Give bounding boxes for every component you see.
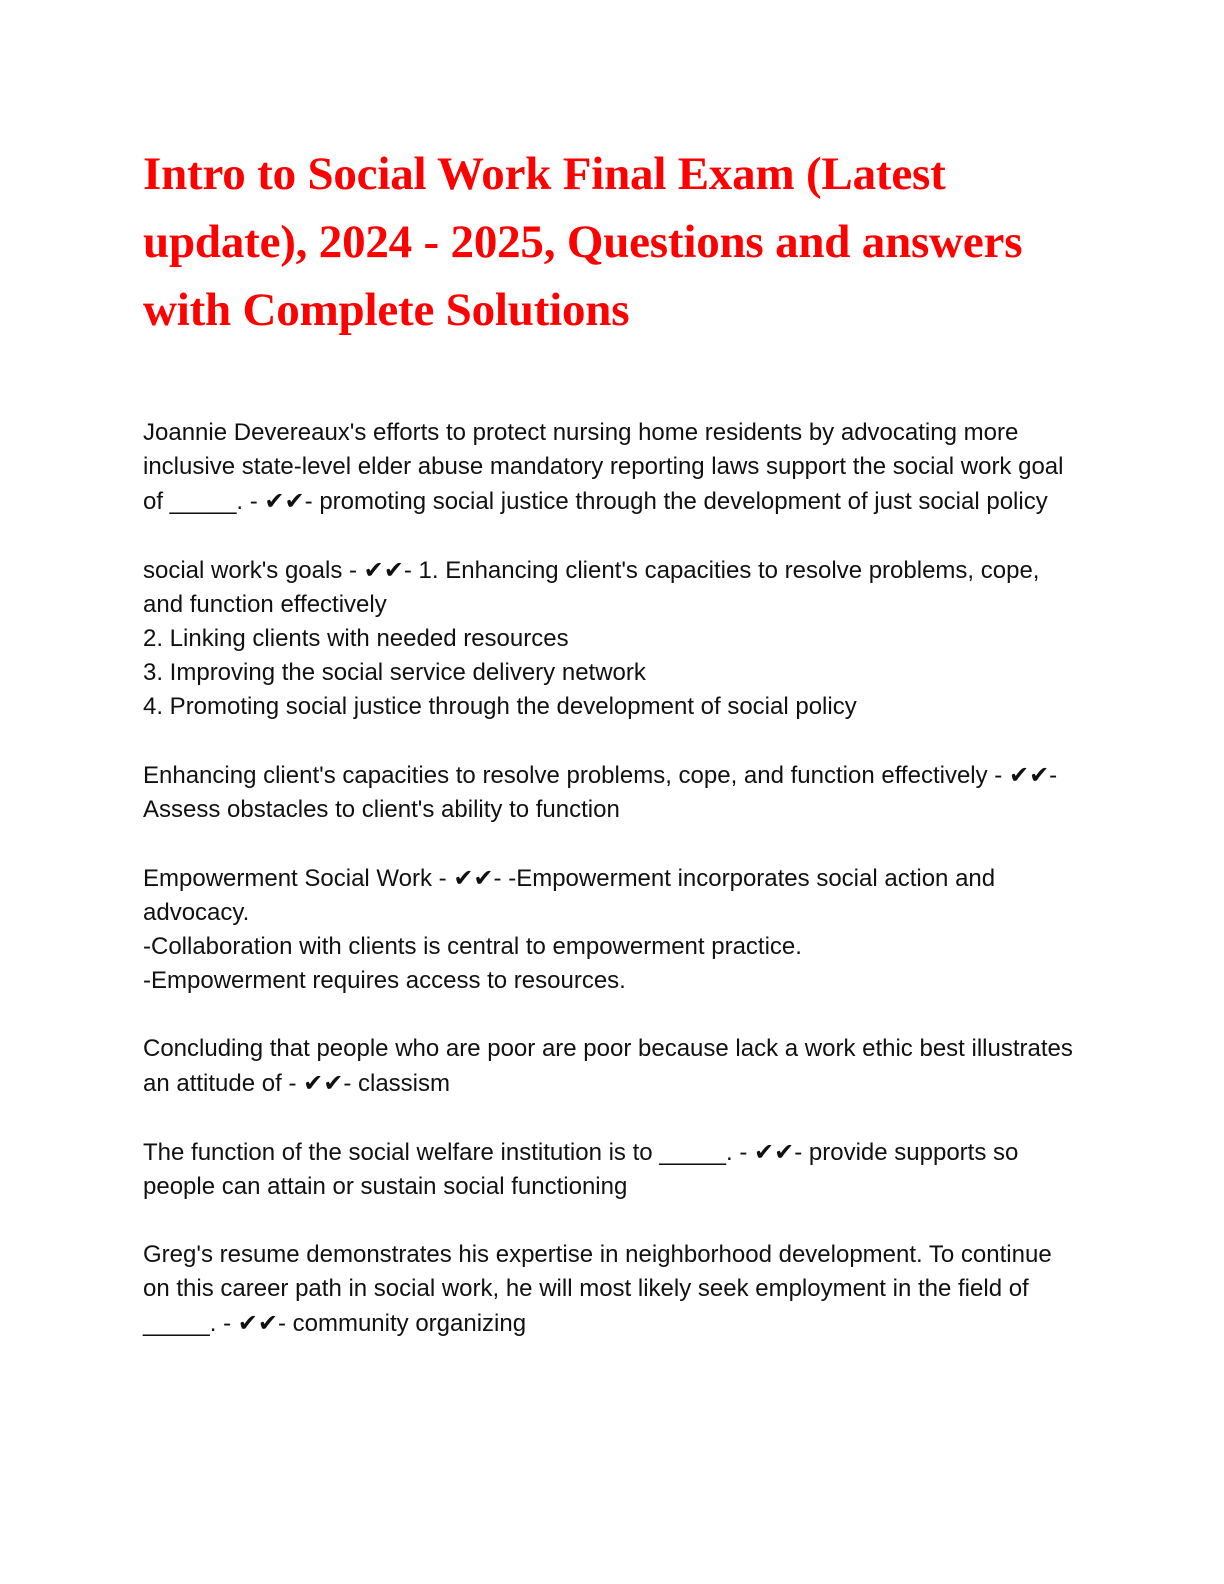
- checkmark-icon: ✔✔: [754, 1138, 795, 1166]
- answer-text: community organizing: [292, 1310, 527, 1337]
- qa-item: [143, 416, 1078, 519]
- qa-item: [143, 1032, 1078, 1101]
- separator: -: [216, 1310, 238, 1337]
- separator: -: [431, 865, 454, 892]
- checkmark-icon: ✔✔: [1008, 761, 1050, 789]
- separator: -: [277, 1310, 293, 1337]
- question-text: Joannie Devereaux's efforts to protect nursing home residents by advocating more inclusive state-level elder abuse mandatory reporting laws support the social work goal of _____.: [143, 419, 1064, 515]
- separator: -: [1049, 762, 1058, 789]
- qa-item: [143, 861, 1078, 998]
- separator: -: [342, 557, 364, 584]
- separator: -: [987, 762, 1009, 789]
- separator: -: [493, 865, 509, 892]
- question-text: The function of the social welfare institution is to _____.: [143, 1139, 733, 1166]
- checkmark-icon: ✔✔: [453, 864, 494, 892]
- checkmark-icon: ✔✔: [303, 1069, 344, 1097]
- checkmark-icon: ✔✔: [237, 1309, 278, 1337]
- checkmark-icon: ✔✔: [363, 556, 404, 584]
- separator: -: [794, 1139, 809, 1166]
- document-title: Intro to Social Work Final Exam (Latest update), 2024 - 2025, Questions and answers with Complete Solutions: [143, 148, 1023, 336]
- answer-text: promoting social justice through the development of just social policy: [319, 488, 1048, 515]
- answer-text: Assess obstacles to client's ability to function: [143, 796, 620, 823]
- document-page: [143, 140, 1078, 1375]
- question-text: Concluding that people who are poor are poor because lack a work ethic best illustrates an attitude of: [143, 1035, 1073, 1097]
- question-text: Enhancing client's capacities to resolve problems, cope, and function effectively: [143, 762, 988, 789]
- answer-text: classism: [358, 1070, 451, 1097]
- qa-item: [143, 553, 1078, 724]
- separator: -: [732, 1139, 755, 1166]
- separator: -: [304, 488, 320, 515]
- qa-list: [143, 416, 1078, 1341]
- separator: -: [243, 488, 265, 515]
- answer-text: provide supports so people can attain or sustain social functioning: [143, 1139, 1019, 1200]
- question-text: Empowerment Social Work: [143, 865, 432, 892]
- answer-text: 1. Enhancing client's capacities to resolve problems, cope, and function effectively 2. Linking clients with needed resources 3. Improving the social service delivery network 4. Promoting social justice through the development of social policy: [143, 557, 1040, 720]
- separator: -: [343, 1070, 358, 1097]
- answer-text: -Empowerment incorporates social action and advocacy. -Collaboration with clients is central to empowerment practice. -Empowerment requires access to resources.: [143, 865, 996, 994]
- checkmark-icon: ✔✔: [264, 487, 305, 515]
- qa-item: [143, 758, 1078, 827]
- question-text: Greg's resume demonstrates his expertise in neighborhood development. To continue on this career path in social work, he will most likely seek employment in the field of _____.: [143, 1241, 1052, 1337]
- qa-item: [143, 1135, 1078, 1204]
- separator: -: [281, 1070, 304, 1097]
- question-text: social work's goals: [143, 557, 343, 584]
- qa-item: [143, 1238, 1078, 1341]
- separator: -: [403, 557, 419, 584]
